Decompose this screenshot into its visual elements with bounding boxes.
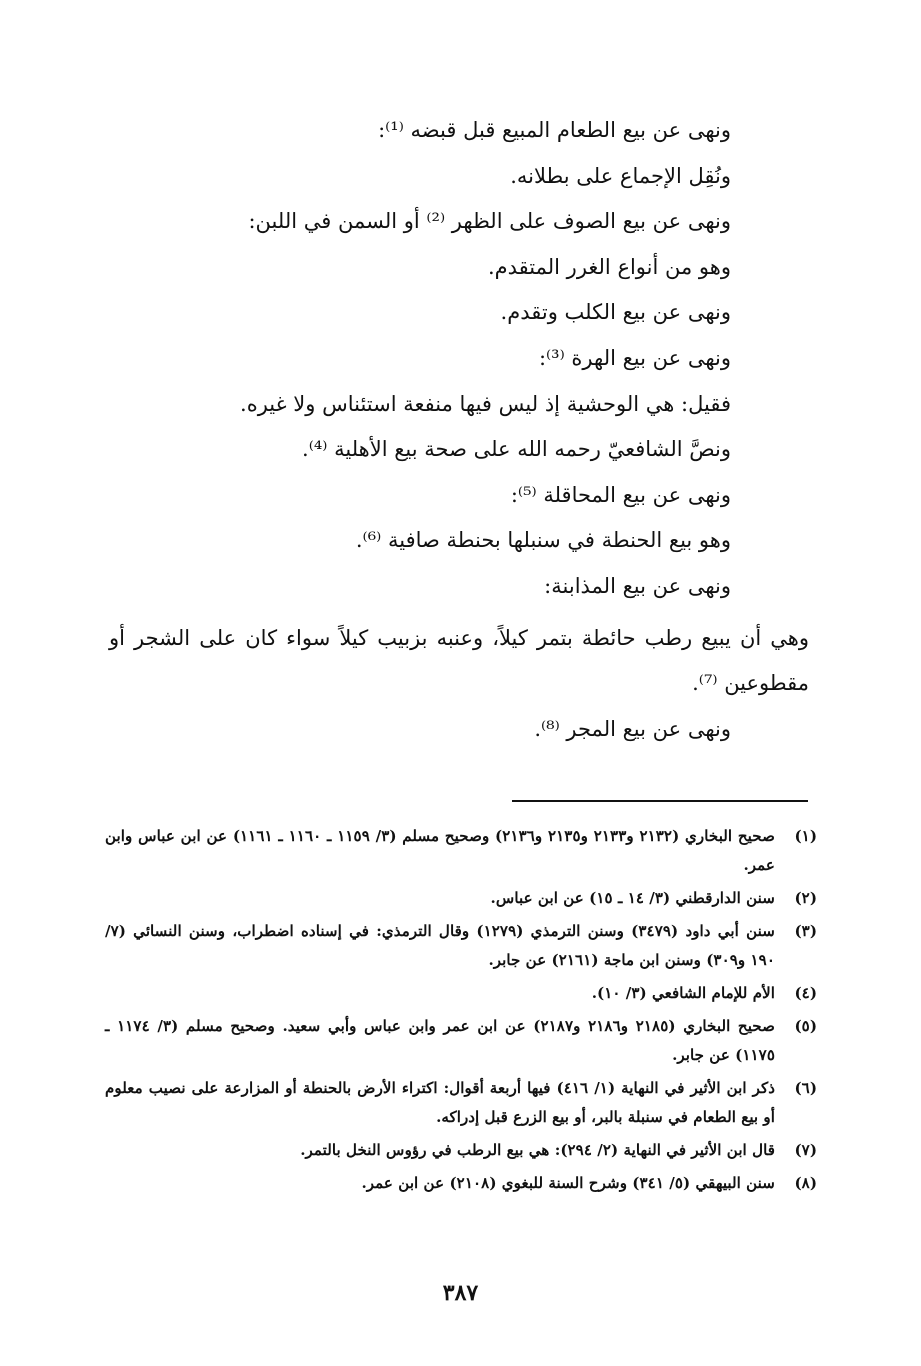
footnote-text: قال ابن الأثير في النهاية (٢/ ٢٩٤): هي بيع الرطب في رؤوس النخل بالتمر.: [300, 1141, 775, 1159]
footnote: [105, 822, 817, 880]
paragraph: وهي أن يبيع رطب حائطة بتمر كيلاً، وعنبه بزبيب كيلاً سواء كان على الشجر أو مقطوعين ⁽⁷⁾.: [109, 625, 809, 696]
footnote: [105, 1169, 817, 1198]
footnote: [105, 979, 817, 1008]
page-number: ٣٨٧: [442, 1280, 479, 1306]
footnote-divider: [512, 800, 808, 802]
footnote: [105, 1136, 817, 1165]
footnote-text: صحيح البخاري (٢١٣٢ و٢١٣٣ و٢١٣٥ و٢١٣٦) وصحيح مسلم (٣/ ١١٥٩ ـ ١١٦٠ ـ ١١٦١) عن ابن عباس وابن عمر.: [105, 827, 775, 874]
footnote: [105, 917, 817, 975]
footnote-number: (٨): [794, 1174, 817, 1192]
paragraph: ونهى عن بيع الطعام المبيع قبل قبضه ⁽¹⁾:: [378, 118, 731, 142]
paragraph: ونهى عن بيع الصوف على الظهر ⁽²⁾ أو السمن في اللبن:: [248, 209, 731, 234]
footnote-number: (١): [794, 827, 817, 845]
paragraph: ونهى عن بيع الهرة ⁽³⁾:: [538, 345, 731, 370]
paragraph: وهو بيع الحنطة في سنبلها بحنطة صافية ⁽⁶⁾.: [355, 528, 731, 553]
paragraph: ونهى عن بيع المجر ⁽⁸⁾.: [534, 716, 731, 741]
main-text: [109, 108, 809, 752]
paragraph: ونهى عن بيع المذابنة:: [544, 573, 731, 598]
footnote: [105, 1074, 817, 1132]
footnote-text: ذكر ابن الأثير في النهاية (١/ ٤١٦) فيها أربعة أقوال: اكتراء الأرض بالحنطة أو المزارعة على نصيب معلوم أو بيع الطعام في سنبلة بالبر، أو بيع الزرع قبل إدراكه.: [105, 1079, 775, 1126]
paragraph: وهو من أنواع الغرر المتقدم.: [487, 254, 731, 279]
footnote-text: سنن الدارقطني (٣/ ١٤ ـ ١٥) عن ابن عباس.: [490, 889, 775, 907]
footnote-text: الأم للإمام الشافعي (٣/ ١٠).: [591, 984, 775, 1002]
paragraph: ونهى عن بيع المحاقلة ⁽⁵⁾:: [510, 482, 731, 507]
footnote-number: (٢): [794, 889, 817, 907]
footnote-number: (٥): [794, 1017, 817, 1035]
footnote-number: (٤): [794, 984, 817, 1002]
paragraph: ونهى عن بيع الكلب وتقدم.: [500, 300, 731, 325]
footnote-number: (٣): [794, 922, 817, 940]
footnote-number: (٧): [794, 1141, 817, 1159]
footnote-number: (٦): [794, 1079, 817, 1097]
paragraph: ونُقِل الإجماع على بطلانه.: [510, 163, 731, 188]
footnote-text: صحيح البخاري (٢١٨٥ و٢١٨٦ و٢١٨٧) عن ابن عمر وابن عباس وأبي سعيد. وصحيح مسلم (٣/ ١١٧٤ ـ ١١٧٥) عن جابر.: [105, 1017, 776, 1064]
footnote-text: سنن أبي داود (٣٤٧٩) وسنن الترمذي (١٢٧٩) وقال الترمذي: في إسناده اضطراب، وسنن النسائي (٧/ ١٩٠ و٣٠٩) وسنن ابن ماجة (٢١٦١) عن جابر.: [105, 922, 775, 969]
paragraph: فقيل: هي الوحشية إذ ليس فيها منفعة استئناس ولا غيره.: [240, 391, 731, 416]
paragraph: ونصَّ الشافعيّ رحمه الله على صحة بيع الأهلية ⁽⁴⁾.: [302, 437, 731, 462]
footnote: [105, 884, 817, 913]
footnotes: [105, 822, 817, 1202]
footnote-text: سنن البيهقي (٥/ ٣٤١) وشرح السنة للبغوي (٢١٠٨) عن ابن عمر.: [361, 1174, 775, 1192]
footnote: [105, 1012, 817, 1070]
